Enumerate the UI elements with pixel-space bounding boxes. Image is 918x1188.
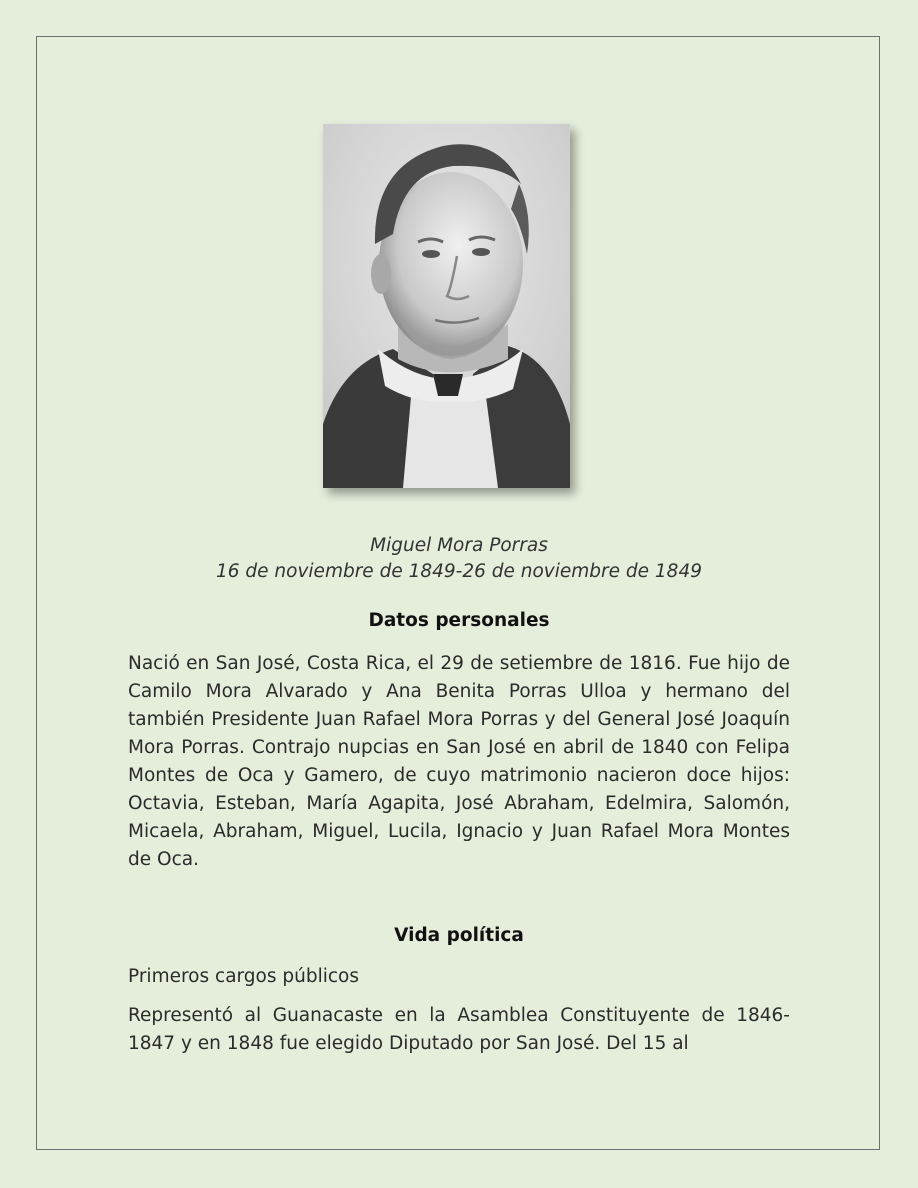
- politica-paragraph: Representó al Guanacaste en la Asamblea Constituyente de 1846-1847 y en 1848 fue elegido Diputado por San José. Del 15 al: [128, 1005, 790, 1054]
- section-heading-politica: Vida política: [394, 925, 524, 946]
- caption-name: Miguel Mora Porras: [370, 535, 548, 556]
- personal-paragraph: Nació en San José, Costa Rica, el 29 de setiembre de 1816. Fue hijo de Camilo Mora Alvarado y Ana Benita Porras Ulloa y hermano del también Presidente Juan Rafael Mora Porras y del General José Joaquín Mora Porras. Contrajo nupcias en San José en abril de 1840 con Felipa Montes de Oca y Gamero, de cuyo matrimonio nacieron doce hijos: Octavia, Esteban, María Agapita, José Abraham, Edelmira, Salomón, Micaela, Abraham, Miguel, Lucila, Ignacio y Juan Rafael Mora Montes de Oca.: [128, 653, 790, 870]
- section-heading-personal: Datos personales: [368, 610, 550, 631]
- caption-dates: 16 de noviembre de 1849-26 de noviembre de 1849: [216, 561, 702, 582]
- portrait-photo: [323, 124, 570, 488]
- portrait-caption: [0, 533, 918, 585]
- subheading-primeros-cargos: Primeros cargos públicos: [128, 966, 360, 987]
- portrait-illustration: [323, 124, 570, 488]
